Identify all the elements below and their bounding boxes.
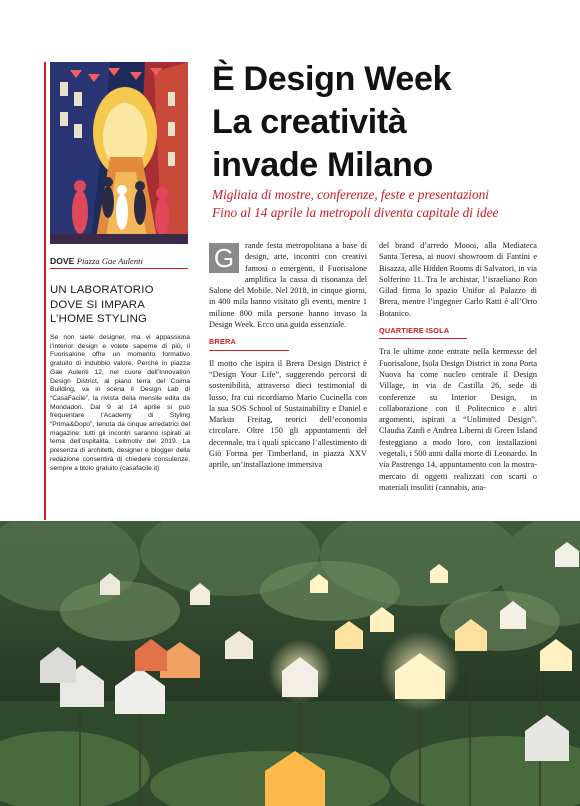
sidebar-headline xyxy=(50,283,188,327)
subtitle-line1: Migliaia di mostre, conferenze, feste e presentazioni xyxy=(212,187,489,202)
isola-paragraph: Tra le ultime zone entrate nella kermesse del Fuorisalone, Isola Design District in zona Porta Nuova ha come nucleo centrale il Design Village, in via de Castilla 26, sede di conferenze su Interior Design, in collaborazione con il Politecnico e altri argomenti, ispirati a “Unlimited Design”. Claudia Zanfi e Andrea Liberni di Green Island festeggiano a modo loro, con installazioni vegetali, i 500 anni dalla morte di Leonardo. In via Pastrengo 14, appuntamento con la mostra-mercato di oggetti realizzati con scarti o materiali insoliti (cannabis, ana- xyxy=(379,347,537,492)
section-heading-isola: QUARTIERE ISOLA xyxy=(379,325,467,339)
article-column-2 xyxy=(379,240,537,493)
sidebar-headline-line2: DOVE SI IMPARA xyxy=(50,298,145,311)
dropcap: G xyxy=(209,243,239,273)
dove-place: Piazza Gae Aulenti xyxy=(76,256,143,266)
title-line1: È Design Week xyxy=(212,60,452,98)
title-line3: invade Milano xyxy=(212,146,433,184)
dove-label: DOVE xyxy=(50,256,75,266)
section-heading-brera: BRERA xyxy=(209,336,289,350)
location-label xyxy=(50,256,188,266)
article-title xyxy=(212,58,542,187)
garden-lamps-photo xyxy=(0,521,580,806)
dove-rule xyxy=(50,268,188,269)
sidebar-illustration xyxy=(50,62,188,244)
sidebar-headline-line1: UN LABORATORIO xyxy=(50,284,154,296)
sidebar-headline-line3: L’HOME STYLING xyxy=(50,313,148,325)
title-line2: La creatività xyxy=(212,103,407,141)
article-subtitle xyxy=(212,186,552,222)
intro-paragraph: rande festa metropolitana a base di design, arte, incontri con creativi famosi o emergenti, il Fuorisalone amplifica la cassa di risonanza del Salone del Mobile. Nel 2018, in cinque giorni, in 400 mila hanno visitato gli eventi, mentre 1 milione 800 mila persone hanno invaso la Design Week. Ecco una guida essenziale. xyxy=(209,241,367,330)
article-column-1 xyxy=(209,240,367,471)
sidebar-accent-rule xyxy=(44,62,46,520)
brera-paragraph: Il motto che ispira il Brera Design District è “Design Your Life”, suggerendo percorsi di sostenibilità, attraverso dieci testimonial di lusso, fra cui ricordiamo Mario Cucinella con la sua SOS School of Sustainability e Daniel e Markus Freitag, teorici dell’economia circolare. Oltre 150 gli appuntamenti del decennale, tra i quali spiccano l’allestimento di Giò Forma per Timberland, in piazza XXV aprile, un’installazione immersiva xyxy=(209,358,367,470)
subtitle-line2: Fino al 14 aprile la metropoli diventa capitale di idee xyxy=(212,205,499,220)
sidebar-body: Se non siete designer, ma vi appassiona l’interior design e volete saperne di più, il Fuorisalone offre un momento formativo gratuito di indubbio valore. Perché in piazza Gae Aulenti 12, nel cuore dell’Innovation Design District, al piano terra del Coima Building, va in scena il Design Lab di “CasaFacile”, la rivista della mensile edita da Mondadori. Dal 9 al 14 aprile si può frequentare l’Academy di Styling “Prima&Dopo”, tenuta da cinque arredatrici del magazine: tutti gli incontri saranno ispirati al tema dell’ospitalità, Leitmotiv del 2019. La presenza di architetti, designer e blogger della redazione consentirà di chiedere consulenze, sempre a titolo gratuito (casafacile.it) xyxy=(50,334,190,472)
brera-continued-paragraph: del brand d’arredo Moooi, alla Mediateca Santa Teresa, ai nuovi showroom di Fantini e Bisazza, alle Hidden Rooms di Salvatori, in via Solferino 11. Tra le archistar, l’israeliano Ron Gilad firma lo spazio Unifor al Palazzo di Brera, mentre l’ingegner Carlo Ratti è all’Orto Botanico. xyxy=(379,241,537,318)
